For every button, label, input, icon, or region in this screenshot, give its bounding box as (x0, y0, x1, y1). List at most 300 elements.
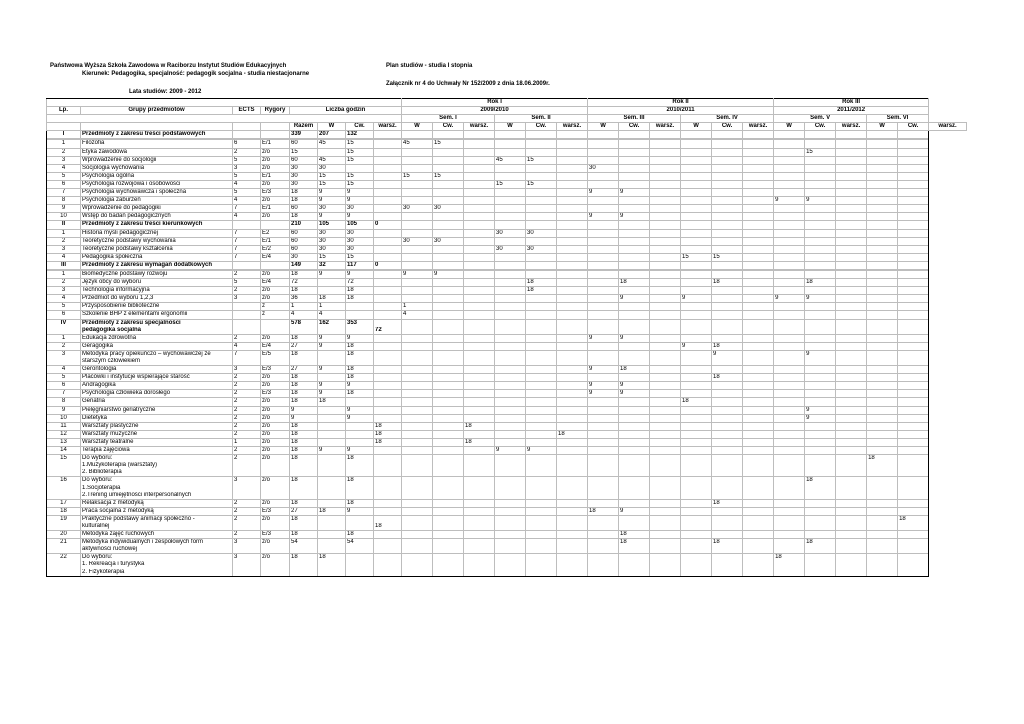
cell-s4-warsz (743, 523, 774, 531)
cell-rygory (261, 261, 290, 269)
cell-s1-w (402, 492, 433, 500)
cell-s1-warsz (464, 485, 495, 492)
cell-lp: 2 (47, 279, 81, 287)
s1-cw-header: Ćw. (433, 123, 464, 131)
cell-s1-cw (433, 350, 464, 358)
cell-s2-cw (526, 523, 557, 531)
cell-s2-cw: 9 (526, 447, 557, 455)
cell-s5-w (774, 253, 805, 261)
cell-s2-w (495, 319, 526, 327)
cell-s4-cw (712, 131, 743, 139)
cell-s6-cw (898, 213, 929, 221)
cell-s5-warsz (836, 398, 867, 406)
cell-s1-cw (433, 374, 464, 382)
cell-subject: Przedmioty z zakresu treści podstawowych (81, 131, 233, 139)
cell-s6-cw (898, 172, 929, 180)
cell-s2-w (495, 492, 526, 500)
cell-razem (290, 569, 318, 577)
cell-w: 4 (318, 311, 346, 319)
cell-lp: 17 (47, 499, 81, 507)
cell-s2-warsz (557, 261, 588, 269)
cell-lp: 12 (47, 430, 81, 438)
cell-s1-w (402, 469, 433, 477)
cell-s1-w (402, 477, 433, 485)
cell-s5-warsz (836, 148, 867, 156)
cell-rygory (261, 469, 290, 477)
cell-s4-warsz (743, 561, 774, 568)
cell-s4-cw (712, 382, 743, 390)
cell-subject: Andragogika (81, 382, 233, 390)
cell-s5-w: 18 (774, 554, 805, 562)
cell-rygory (261, 523, 290, 531)
cell-subject: Psychologia ogólna (81, 172, 233, 180)
cell-rygory: E/1 (261, 237, 290, 245)
cell-subject: Metodyka zajęć ruchowych (81, 531, 233, 539)
cell-cw: 18 (346, 374, 374, 382)
cell-s5-warsz (836, 261, 867, 269)
cell-s4-warsz (743, 261, 774, 269)
cell-warsz (374, 499, 402, 507)
cell-s2-cw (526, 334, 557, 342)
cell-s4-w (681, 261, 712, 269)
cell-ects: 2 (233, 507, 261, 515)
cell-s2-cw (526, 414, 557, 422)
cell-s6-w (867, 414, 898, 422)
cell-rygory: E/4 (261, 279, 290, 287)
cell-s3-warsz (650, 531, 681, 539)
cell-s3-warsz (650, 237, 681, 245)
cell-cw: 9 (346, 406, 374, 414)
cell-subject: Wprowadzenie do socjologii (81, 156, 233, 164)
cell-s1-w (402, 180, 433, 188)
cell-s5-cw (805, 485, 836, 492)
section-row (47, 131, 967, 139)
cell-warsz (374, 270, 402, 278)
cell-subject: kulturalnej (81, 523, 233, 531)
cell-s4-cw: 18 (712, 539, 743, 547)
cell-s6-cw (898, 469, 929, 477)
cell-s6-w: 18 (867, 455, 898, 463)
cell-s5-w (774, 531, 805, 539)
cell-s2-w (495, 406, 526, 414)
section-row (47, 327, 967, 335)
cell-s1-warsz (464, 189, 495, 197)
cell-s4-warsz (743, 327, 774, 335)
cell-w: 32 (318, 261, 346, 269)
cell-s4-warsz (743, 180, 774, 188)
cell-s1-w (402, 507, 433, 515)
cell-s4-cw (712, 140, 743, 148)
cell-s2-w (495, 499, 526, 507)
cell-s3-w (588, 499, 619, 507)
cell-s5-cw (805, 469, 836, 477)
cell-s3-cw (619, 358, 650, 366)
cell-s4-w (681, 172, 712, 180)
cell-cw: 18 (346, 477, 374, 485)
cell-s3-warsz (650, 492, 681, 500)
cell-razem: 30 (290, 172, 318, 180)
cell-s3-w (588, 462, 619, 469)
cell-s1-w (402, 523, 433, 531)
cell-s3-cw (619, 221, 650, 229)
cell-s6-cw (898, 279, 929, 287)
cell-s2-warsz (557, 499, 588, 507)
cell-s5-cw (805, 561, 836, 568)
cell-s1-w (402, 499, 433, 507)
cell-s2-cw (526, 374, 557, 382)
cell-rygory: z/o (261, 539, 290, 547)
cell-s5-cw (805, 303, 836, 311)
cell-s1-warsz (464, 366, 495, 374)
cell-s5-w (774, 156, 805, 164)
cell-s4-warsz (743, 164, 774, 172)
cell-warsz (374, 515, 402, 523)
razem-header: Razem (290, 123, 318, 131)
cell-s1-cw (433, 554, 464, 562)
cell-s1-cw (433, 245, 464, 253)
cell-razem: 27 (290, 342, 318, 350)
cell-s3-warsz (650, 366, 681, 374)
table-row (47, 245, 967, 253)
cell-s4-cw: 9 (712, 350, 743, 358)
cell-s1-warsz (464, 303, 495, 311)
cell-cw: 132 (346, 131, 374, 139)
cell-s4-cw (712, 430, 743, 438)
cell-w (318, 287, 346, 295)
cell-s4-warsz (743, 131, 774, 139)
cell-s1-warsz (464, 350, 495, 358)
cell-s1-warsz (464, 554, 495, 562)
cell-s4-cw (712, 507, 743, 515)
cell-s1-cw (433, 303, 464, 311)
cell-s1-w (402, 569, 433, 577)
cell-s2-w (495, 213, 526, 221)
cell-warsz: 72 (374, 327, 402, 335)
s3-w-header: W (588, 123, 619, 131)
cell-s2-cw (526, 569, 557, 577)
cell-subject: Geragogika (81, 342, 233, 350)
cell-s3-w (588, 422, 619, 430)
cell-s2-w (495, 270, 526, 278)
rygory-header: Rygory (261, 107, 290, 115)
cell-lp: 4 (47, 164, 81, 172)
cell-s4-cw (712, 197, 743, 205)
cell-s6-w (867, 350, 898, 358)
cell-warsz (374, 447, 402, 455)
cell-s4-cw (712, 156, 743, 164)
cell-s5-cw (805, 546, 836, 554)
cell-s6-cw (898, 447, 929, 455)
cell-s4-cw (712, 561, 743, 568)
cell-s2-w (495, 422, 526, 430)
cell-s3-warsz (650, 398, 681, 406)
table-row (47, 164, 967, 172)
cell-ects (233, 469, 261, 477)
cell-warsz (374, 366, 402, 374)
table-row (47, 531, 967, 539)
cell-s2-warsz (557, 148, 588, 156)
cell-s6-cw (898, 430, 929, 438)
cell-s4-w (681, 319, 712, 327)
cell-rygory (261, 131, 290, 139)
s1-w-header: W (402, 123, 433, 131)
cell-ects: 7 (233, 245, 261, 253)
cell-s3-cw: 9 (619, 334, 650, 342)
rok2-years: 2010/2011 (588, 107, 774, 115)
cell-s4-cw (712, 334, 743, 342)
cell-s5-warsz (836, 270, 867, 278)
cell-s5-cw (805, 462, 836, 469)
cell-s1-w (402, 438, 433, 446)
cell-s5-warsz (836, 492, 867, 500)
cell-s5-cw (805, 447, 836, 455)
cell-warsz: 18 (374, 523, 402, 531)
cell-s4-w (681, 287, 712, 295)
cell-s4-w (681, 430, 712, 438)
cell-s3-cw: 9 (619, 213, 650, 221)
cell-s5-w (774, 406, 805, 414)
cell-s3-w (588, 221, 619, 229)
cell-s2-warsz (557, 507, 588, 515)
cell-s3-cw (619, 303, 650, 311)
cell-warsz (374, 492, 402, 500)
cell-rygory: z/o (261, 197, 290, 205)
cell-s3-cw (619, 270, 650, 278)
cell-s5-cw: 18 (805, 477, 836, 485)
cell-warsz (374, 180, 402, 188)
cell-s6-w (867, 213, 898, 221)
sem-4-header: Sem. IV (681, 115, 774, 123)
cell-s4-w (681, 279, 712, 287)
cell-razem: 9 (290, 406, 318, 414)
cell-s1-cw (433, 156, 464, 164)
cell-s6-cw (898, 374, 929, 382)
cell-s6-w (867, 172, 898, 180)
cell-cw (346, 164, 374, 172)
cell-s2-w (495, 261, 526, 269)
cell-s6-cw (898, 507, 929, 515)
header-row-4 (47, 123, 967, 131)
cell-s1-w (402, 546, 433, 554)
cell-s2-cw (526, 455, 557, 463)
cell-cw (346, 303, 374, 311)
cell-s3-cw: 9 (619, 189, 650, 197)
cell-s3-w: 9 (588, 213, 619, 221)
cell-w: 9 (318, 390, 346, 398)
cell-ects (233, 311, 261, 319)
cell-s1-w (402, 430, 433, 438)
cell-s3-cw: 18 (619, 279, 650, 287)
cell-s5-warsz (836, 287, 867, 295)
cell-s3-warsz (650, 334, 681, 342)
cell-s3-warsz (650, 279, 681, 287)
cell-s3-w: 9 (588, 366, 619, 374)
cell-cw: 353 (346, 319, 374, 327)
cell-s3-warsz (650, 197, 681, 205)
cell-s3-warsz (650, 485, 681, 492)
cell-w: 15 (318, 253, 346, 261)
cell-subject: Technologia informacyjna (81, 287, 233, 295)
cell-subject: Przedmioty z zakresu specjalności (81, 319, 233, 327)
cell-s6-w (867, 334, 898, 342)
cell-s5-warsz (836, 462, 867, 469)
cell-s2-w: 45 (495, 156, 526, 164)
cell-s6-cw (898, 455, 929, 463)
cell-s4-warsz (743, 515, 774, 523)
table-row (47, 303, 967, 311)
cell-s2-cw (526, 366, 557, 374)
cell-s3-w (588, 447, 619, 455)
cell-s1-cw (433, 477, 464, 485)
cell-s5-w (774, 422, 805, 430)
cell-s6-cw: 18 (898, 515, 929, 523)
cell-s4-cw (712, 546, 743, 554)
hours-header: Liczba godzin (290, 107, 402, 115)
cell-w: 162 (318, 319, 346, 327)
cell-s4-cw (712, 569, 743, 577)
cell-cw (346, 554, 374, 562)
cell-s2-warsz (557, 197, 588, 205)
cell-cw: 18 (346, 499, 374, 507)
cell-s2-cw (526, 197, 557, 205)
cell-s5-w (774, 334, 805, 342)
cell-s4-warsz (743, 140, 774, 148)
cell-s2-w (495, 221, 526, 229)
cell-cw: 54 (346, 539, 374, 547)
cell-razem: 18 (290, 447, 318, 455)
cell-s4-warsz (743, 455, 774, 463)
cell-lp: 20 (47, 531, 81, 539)
s2-warsz-header: warsz. (557, 123, 588, 131)
cell-s3-cw (619, 561, 650, 568)
cell-s2-w (495, 539, 526, 547)
cell-s4-w (681, 374, 712, 382)
cell-w (318, 539, 346, 547)
cell-s2-warsz (557, 366, 588, 374)
cell-rygory: E/4 (261, 253, 290, 261)
cell-s4-cw (712, 485, 743, 492)
cell-cw: 30 (346, 245, 374, 253)
cell-s5-cw: 9 (805, 350, 836, 358)
cell-s5-warsz (836, 172, 867, 180)
cell-rygory: E/3 (261, 531, 290, 539)
cell-s2-w (495, 303, 526, 311)
cell-s5-warsz (836, 131, 867, 139)
cell-subject: starszym człowiekiem (81, 358, 233, 366)
cell-s1-cw (433, 213, 464, 221)
cell-subject: 2. Biblioterapia (81, 469, 233, 477)
cell-s2-w (495, 279, 526, 287)
cell-s3-warsz (650, 430, 681, 438)
cell-s4-cw (712, 358, 743, 366)
cell-warsz (374, 358, 402, 366)
cell-subject: Przedmioty z zakresu wymagań dodatkowych (81, 261, 233, 269)
cell-s3-cw (619, 515, 650, 523)
cell-w (318, 358, 346, 366)
cell-cw (346, 438, 374, 446)
cell-s6-cw (898, 334, 929, 342)
cell-s6-w (867, 342, 898, 350)
cell-s1-w (402, 366, 433, 374)
cell-lp: 7 (47, 390, 81, 398)
table-row (47, 270, 967, 278)
cell-rygory (261, 319, 290, 327)
cell-s2-cw (526, 342, 557, 350)
cell-cw (346, 523, 374, 531)
cell-ects: 4 (233, 180, 261, 188)
cell-s5-w (774, 477, 805, 485)
cell-s6-cw (898, 342, 929, 350)
s5-cw-header: Ćw. (805, 123, 836, 131)
cell-s6-w (867, 261, 898, 269)
cell-lp (47, 485, 81, 492)
cell-s3-w (588, 148, 619, 156)
cell-s1-cw (433, 414, 464, 422)
cell-cw: 9 (346, 270, 374, 278)
cell-s1-warsz (464, 398, 495, 406)
cell-rygory: z/o (261, 499, 290, 507)
cell-s6-w (867, 303, 898, 311)
table-row (47, 295, 967, 303)
cell-w: 9 (318, 270, 346, 278)
cell-subject: Dietetyka (81, 414, 233, 422)
cell-warsz (374, 374, 402, 382)
cell-s3-cw (619, 180, 650, 188)
cell-w: 30 (318, 229, 346, 237)
cell-cw: 18 (346, 390, 374, 398)
cell-s5-w (774, 261, 805, 269)
cell-s2-warsz (557, 523, 588, 531)
cell-s3-warsz (650, 358, 681, 366)
sem-1-header: Sem. I (402, 115, 495, 123)
s2-w-header: W (495, 123, 526, 131)
cell-s5-w (774, 455, 805, 463)
cell-s3-w (588, 374, 619, 382)
cell-s3-w (588, 295, 619, 303)
cell-s4-cw (712, 554, 743, 562)
cell-s2-cw (526, 327, 557, 335)
cell-lp: 3 (47, 245, 81, 253)
cell-s6-w (867, 561, 898, 568)
cell-s2-warsz (557, 438, 588, 446)
cell-s3-cw: 9 (619, 295, 650, 303)
cell-s2-w: 15 (495, 180, 526, 188)
cell-s3-w (588, 140, 619, 148)
cell-s4-cw (712, 270, 743, 278)
cell-ects (233, 358, 261, 366)
cell-ects: 4 (233, 342, 261, 350)
cell-s5-warsz (836, 334, 867, 342)
cell-s1-w (402, 398, 433, 406)
table-row (47, 507, 967, 515)
cell-s2-cw (526, 499, 557, 507)
cell-s1-w (402, 213, 433, 221)
cell-s3-warsz (650, 414, 681, 422)
table-row (47, 279, 967, 287)
cell-subject: Do wyboru: (81, 455, 233, 463)
cell-warsz (374, 554, 402, 562)
cell-w: 30 (318, 205, 346, 213)
cell-s4-w (681, 311, 712, 319)
cell-rygory: z/o (261, 148, 290, 156)
cell-w: 9 (318, 342, 346, 350)
cell-s2-warsz (557, 406, 588, 414)
cell-s6-w (867, 327, 898, 335)
cell-s4-w (681, 164, 712, 172)
cell-s1-w (402, 156, 433, 164)
cell-s3-warsz (650, 164, 681, 172)
cell-s5-warsz (836, 507, 867, 515)
